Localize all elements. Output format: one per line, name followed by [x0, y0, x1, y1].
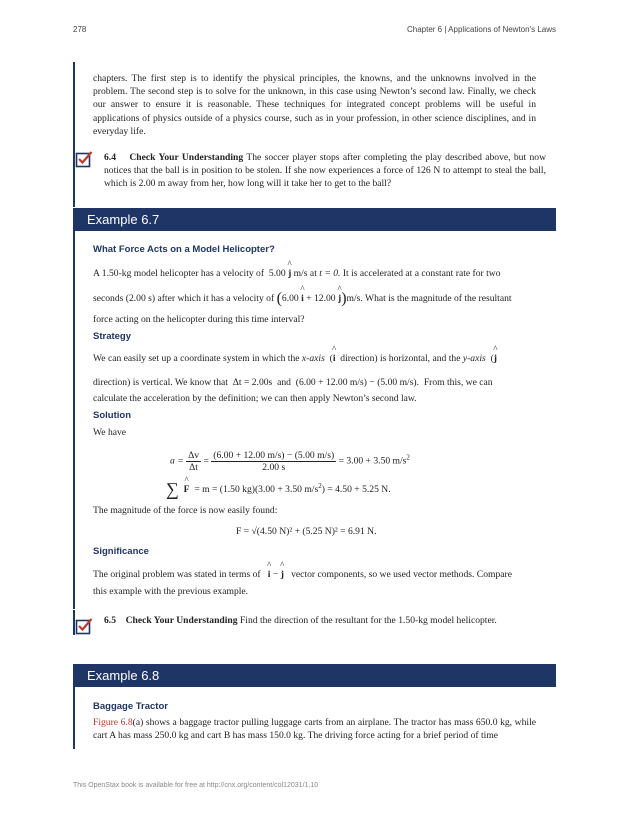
cyu-64-title: Check Your Understanding: [129, 152, 244, 163]
strategy-heading: Strategy: [93, 331, 132, 342]
solution-we-have: We have: [93, 427, 127, 438]
significance-line-1: The original problem was stated in terms of ^ i − ^ j vector components, so we used vector methods. Compare: [93, 569, 543, 580]
intro-paragraph: chapters. The first step is to identify the physical principles, the knowns, and the unknowns involved in the problem. The second step is to solve for the unknown, in this case using Newton’s second law. Finally, we check our answer to ensure it is reasonable. These techniques for integrated concept problems will be useful in applications of physics outside of a physics course, such as in your profession, in other science disciplines, and in everyday life.: [93, 73, 536, 137]
cyu-64-text: The soccer player stops after completing the play described above, but now notices that the ball is in position to be stolen. If she now experiences a force of 126 N to attempt to steal the ball, which is 2.00 m away from her, how long will it take her to get to the ball?: [104, 152, 547, 190]
cyu-65-title: Check Your Understanding: [125, 615, 238, 626]
footer: This OpenStax book is available for free at http://cnx.org/content/col12031/1.10: [73, 782, 319, 789]
cyu-65: [104, 614, 546, 627]
example-6-8-title: Baggage Tractor: [93, 701, 168, 712]
checkbox-pencil-icon: [75, 617, 93, 635]
cyu-65-number: 6.5: [104, 615, 116, 626]
problem-line-1: A 1.50-kg model helicopter has a velocity of 5.00 ^ j m/s at t = 0. It is accelerated at a constant rate for two: [93, 268, 543, 279]
intro-bar: [73, 62, 75, 142]
significance-line-2: this example with the previous example.: [93, 586, 249, 597]
chapter-header: Chapter 6 | Applications of Newton's Laws: [406, 25, 556, 34]
cyu-64-number: 6.4: [104, 152, 116, 163]
strategy-line-1: We can easily set up a coordinate system in which the x-axis (^ i direction) is horizontal, and the y-axis (^ j: [93, 353, 543, 364]
strategy-line-2: direction) is vertical. We know that Δt = 2.00s and (6.00 + 12.00 m/s) − (5.00 m/s). From this, we can: [93, 377, 493, 388]
example-6-7-bar: [73, 231, 75, 609]
equation-acceleration: a = $\frac{\Delta v}{\Delta t}$ = $\frac{(6.00 + 12.00 m/s) - (5.00 m/s)}{2.00 s}$ = 3.00 + 3.50 $m/s^2$: [170, 450, 410, 473]
equation-net-force: ∑ ^ F = m = (1.50 kg)(3.00 + 3.50 $m/s^2) = 4.50 + 5.25$ N.: [166, 479, 391, 500]
magnitude-line: The magnitude of the force is now easily found:: [93, 505, 278, 516]
significance-heading: Significance: [93, 546, 149, 557]
checkbox-pencil-icon: [75, 150, 93, 168]
cyu-64: [104, 151, 546, 191]
equation-magnitude: F = √(4.50 N)² + (5.25 N)² = 6.91 N.: [236, 526, 377, 537]
example-6-7-title: What Force Acts on a Model Helicopter?: [93, 244, 275, 255]
example-6-7-banner: Example 6.7: [73, 208, 556, 231]
cyu-65-text: Find the direction of the resultant for the 1.50-kg model helicopter.: [239, 615, 497, 626]
figure-6-8-link[interactable]: Figure 6.8: [93, 717, 133, 728]
cyu-65-bar: [73, 610, 75, 635]
problem-line-2: seconds (2.00 s) after which it has a velocity of (6.00 ^ i + 12.00 ^ j)m/s. What is the magnitude of the resultant: [93, 290, 543, 308]
problem-line-3: force acting on the helicopter during this time interval?: [93, 314, 305, 325]
solution-heading: Solution: [93, 410, 131, 421]
example-6-8-banner: Example 6.8: [73, 664, 556, 687]
strategy-line-3: calculate the acceleration by the definition; we can then apply Newton’s second law.: [93, 393, 417, 404]
page-number: 278: [73, 25, 87, 34]
example-6-8-bar: [73, 687, 75, 749]
example-6-8-text: Figure 6.8(a) shows a baggage tractor pulling luggage carts from an airplane. The tractor has mass 650.0 kg, while cart A has mass 250.0 kg and cart B has mass 150.0 kg. The driving force acting for a brief period of time: [93, 717, 536, 742]
j-hat: ^ j: [288, 268, 291, 279]
